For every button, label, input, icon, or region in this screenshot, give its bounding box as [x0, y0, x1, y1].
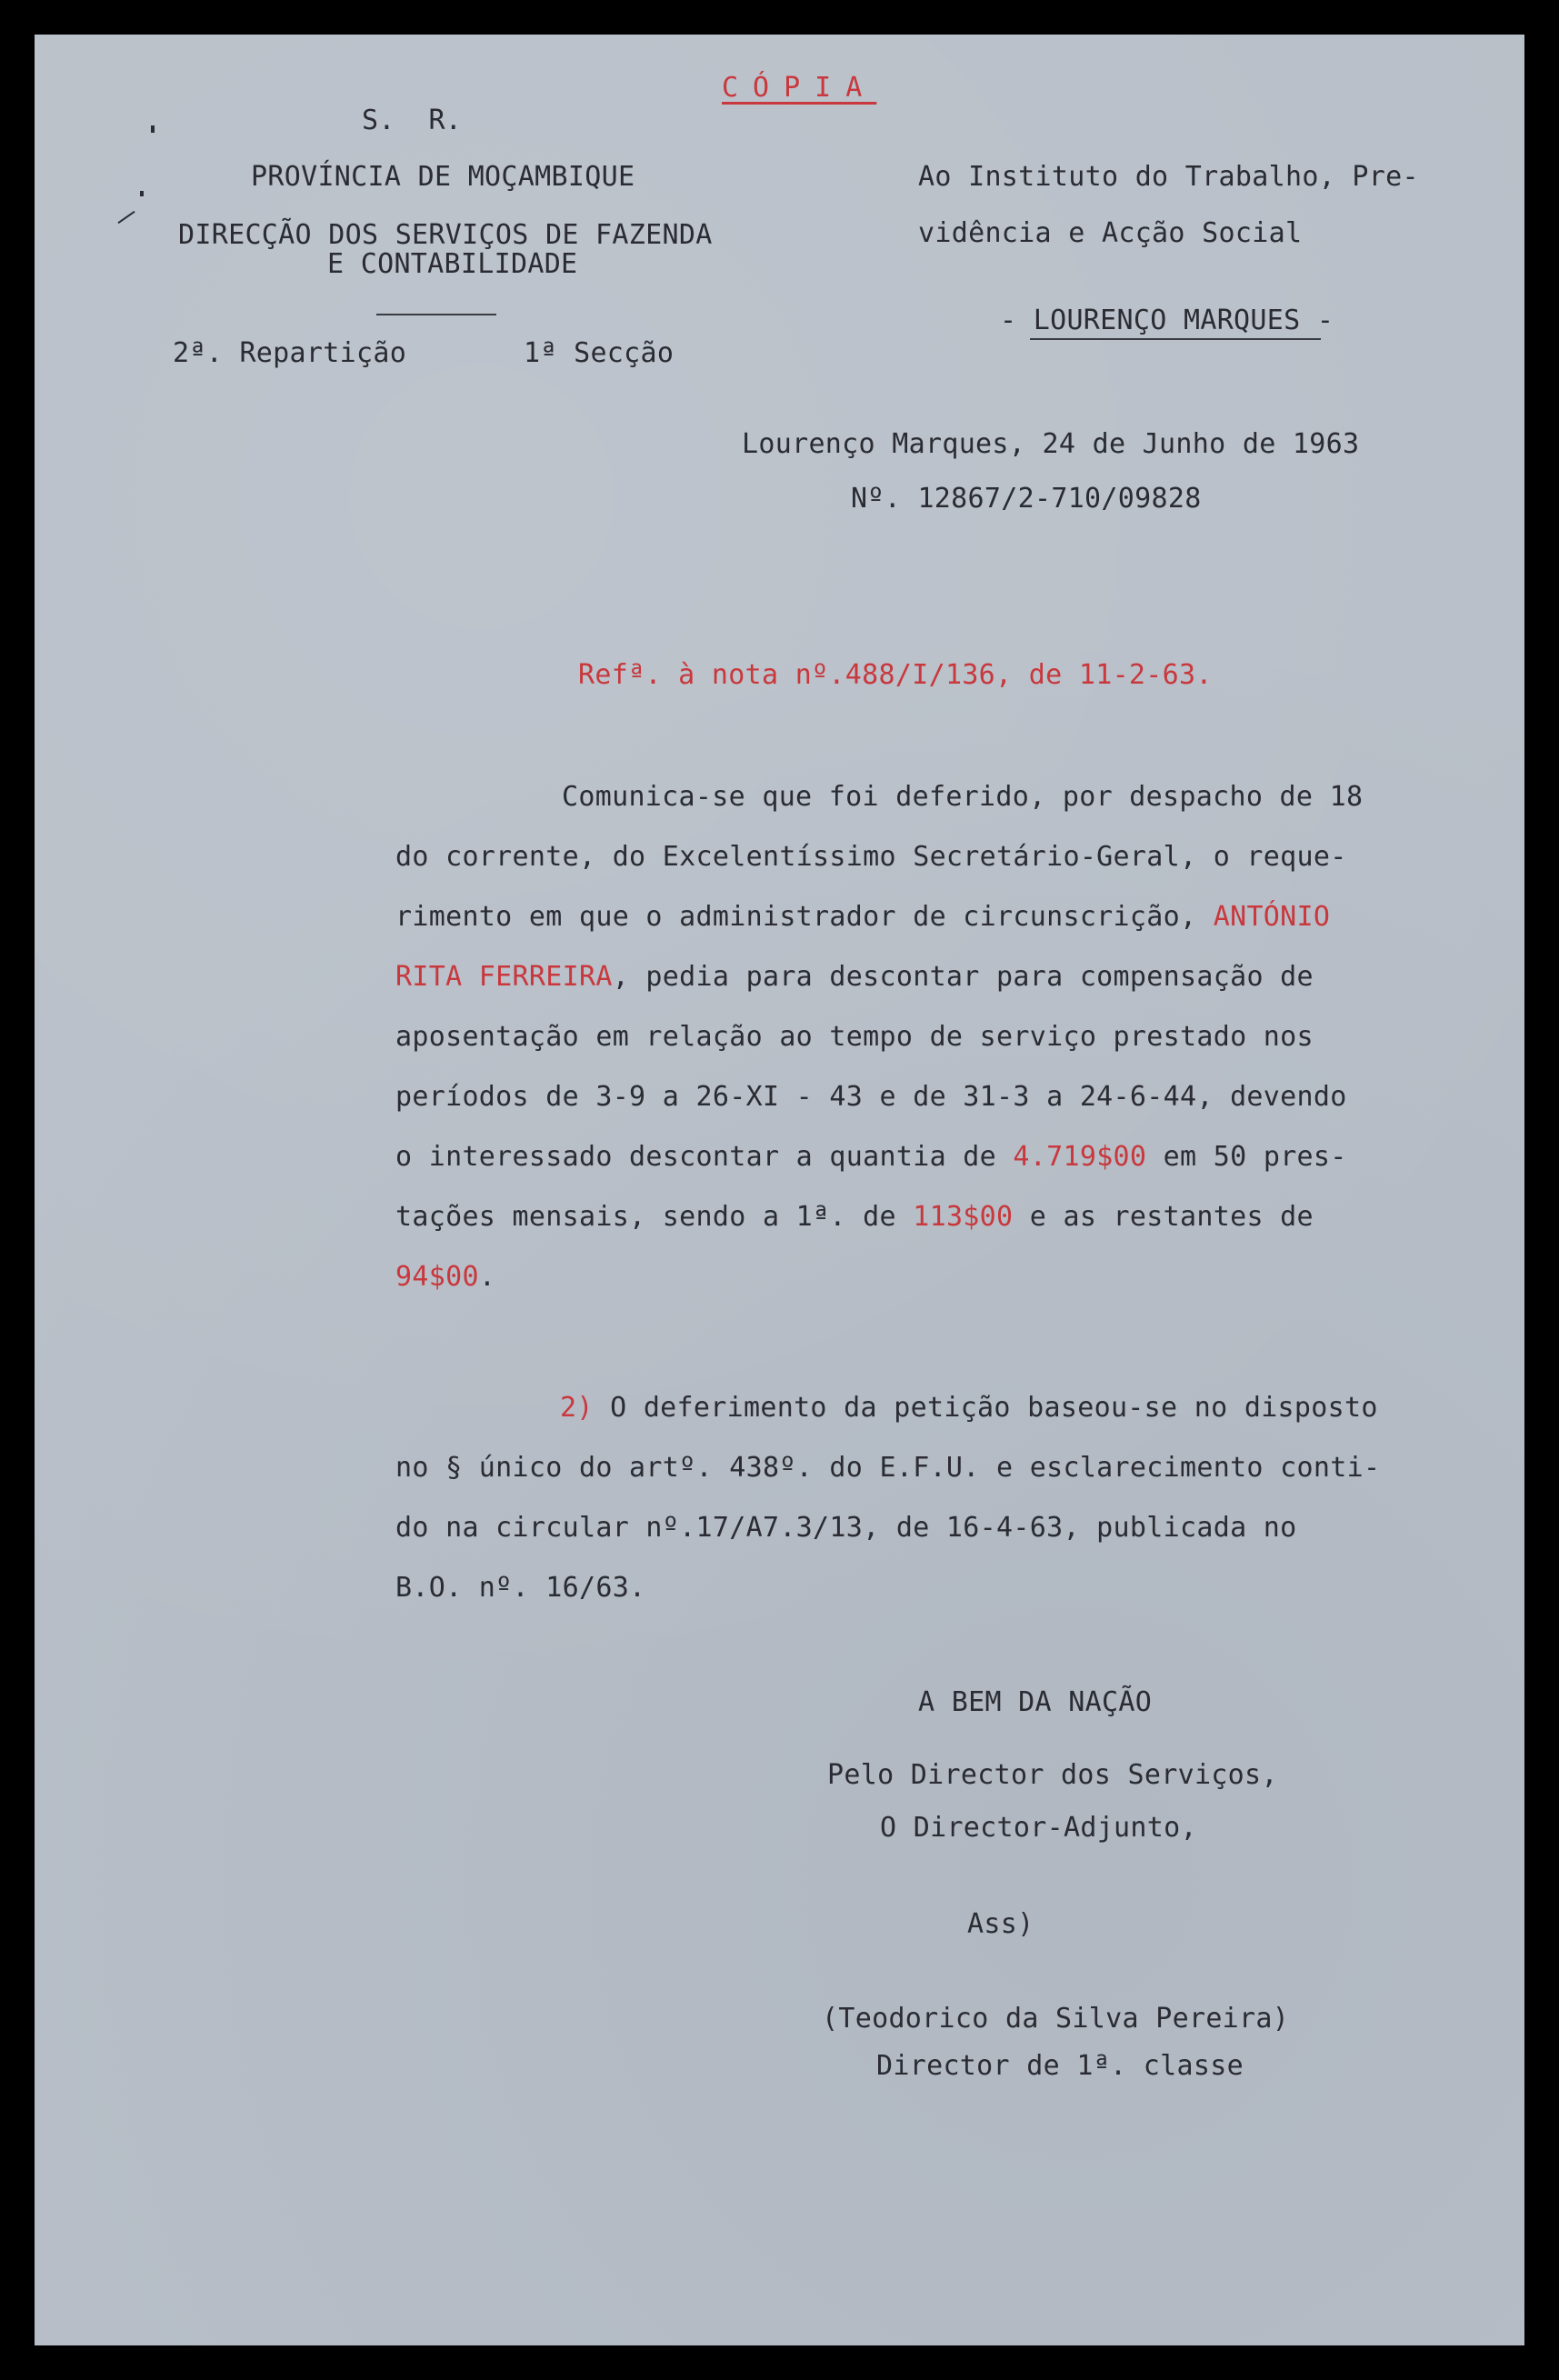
amount-total: 4.719$00	[1013, 1141, 1147, 1173]
sr-mark: S. R.	[362, 105, 463, 136]
signatory-name: (Teodorico da Silva Pereira)	[822, 2003, 1290, 2035]
amount-first: 113$00	[913, 1201, 1014, 1233]
person-name: ANTÓNIO	[1213, 901, 1331, 933]
addressee-line-2: vidência e Acção Social	[918, 217, 1303, 249]
body-text: o interessado descontar a quantia de	[395, 1141, 1014, 1173]
section-label: 1ª Secção	[524, 337, 675, 369]
body-text: O deferimento da petição baseou-se no disposto	[593, 1392, 1378, 1424]
signatory-role: O Director-Adjunto,	[880, 1812, 1197, 1844]
body-text: em 50 pres-	[1146, 1141, 1347, 1173]
amount-remaining: 94$00	[395, 1261, 479, 1293]
body-line: B.O. nº. 16/63.	[395, 1572, 646, 1604]
body-line: do na circular nº.17/A7.3/13, de 16-4-63, publicada no	[395, 1512, 1297, 1544]
document-number: Nº. 12867/2-710/09828	[851, 483, 1202, 515]
header-divider	[376, 314, 496, 315]
signed-mark: Ass)	[967, 1908, 1034, 1940]
body-line	[395, 961, 1314, 993]
body-text: tações mensais, sendo a 1ª. de	[395, 1201, 914, 1233]
body-line	[560, 1392, 1378, 1424]
body-text: e as restantes de	[1013, 1201, 1314, 1233]
body-text: .	[478, 1261, 496, 1293]
closing-motto: A BEM DA NAÇÃO	[918, 1686, 1153, 1718]
body-text: rimento em que o administrador de circunscrição,	[395, 901, 1214, 933]
reference-line: Refª. à nota nº.488/I/136, de 11-2-63.	[578, 659, 1213, 691]
place-date: Lourenço Marques, 24 de Junho de 1963	[742, 428, 1360, 460]
body-line	[395, 1201, 1314, 1233]
department-name-cont: E CONTABILIDADE	[327, 248, 578, 280]
body-line	[395, 1141, 1347, 1173]
copy-heading: CÓPIA	[722, 72, 877, 104]
body-text: , pedia para descontar para compensação de	[612, 961, 1314, 993]
repartition-label: 2ª. Repartição	[173, 337, 407, 369]
signatory-line: Pelo Director dos Serviços,	[827, 1759, 1278, 1791]
paragraph-number: 2)	[560, 1392, 594, 1424]
department-name: DIRECÇÃO DOS SERVIÇOS DE FAZENDA	[178, 219, 713, 251]
body-line	[395, 1261, 496, 1293]
province-name: PROVÍNCIA DE MOÇAMBIQUE	[251, 161, 635, 193]
body-line: no § único do artº. 438º. do E.F.U. e esclarecimento conti-	[395, 1452, 1381, 1484]
document-page	[35, 35, 1524, 2345]
signatory-title: Director de 1ª. classe	[876, 2050, 1244, 2082]
ink-mark	[117, 211, 135, 224]
person-name: RITA FERREIRA	[395, 961, 613, 993]
addressee-city: - LOURENÇO MARQUES -	[1000, 305, 1334, 336]
ink-mark	[140, 191, 144, 196]
city-underline	[1030, 338, 1321, 340]
ink-mark	[151, 125, 155, 133]
body-line: períodos de 3-9 a 26-XI - 43 e de 31-3 a 24-6-44, devendo	[395, 1081, 1347, 1113]
body-line: Comunica-se que foi deferido, por despacho de 18	[562, 781, 1364, 813]
body-line: aposentação em relação ao tempo de serviço prestado nos	[395, 1021, 1314, 1053]
body-line	[395, 901, 1331, 933]
addressee-line-1: Ao Instituto do Trabalho, Pre-	[918, 161, 1419, 193]
body-line: do corrente, do Excelentíssimo Secretário-Geral, o reque-	[395, 841, 1347, 873]
